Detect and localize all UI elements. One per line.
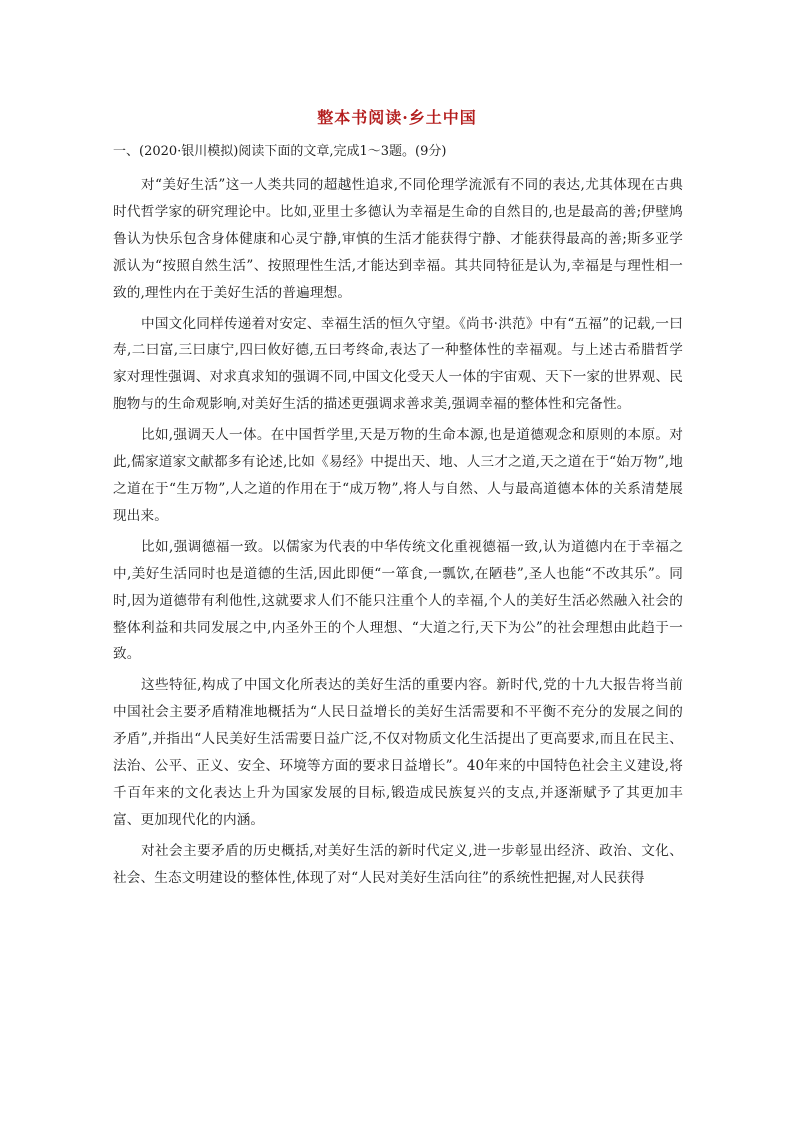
question-header: 一、(2020·银川模拟)阅读下面的文章,完成1～3题。(9分) [113, 144, 447, 159]
article-paragraph: 这些特征,构成了中国文化所表达的美好生活的重要内容。新时代,党的十九大报告将当前中国社会主要矛盾精准地概括为“人民日益增长的美好生活需要和不平衡不充分的发展之间的矛盾”,并指出“人民美好生活需要日益广泛,不仅对物质文化生活提出了更高要求,而且在民主、法治、公平、正义、安全、环境等方面的要求日益增长”。40年来的中国特色社会主义建设,将千百年来的文化表达上升为国家发展的目标,锻造成民族复兴的支点,并逐渐赋予了其更加丰富、更加现代化的内涵。 [113, 677, 683, 828]
article-paragraph: 对“美好生活”这一人类共同的超越性追求,不同伦理学流派有不同的表达,尤其体现在古典时代哲学家的研究理论中。比如,亚里士多德认为幸福是生命的自然目的,也是最高的善;伊壁鸠鲁认为快乐包含身体健康和心灵宁静,审慎的生活才能获得宁静、才能获得最高的善;斯多亚学派认为“按照自然生活”、按照理性生活,才能达到幸福。其共同特征是认为,幸福是与理性相一致的,理性内在于美好生活的普遍理想。 [113, 177, 683, 301]
article-body [113, 172, 683, 896]
document-title: 整本书阅读·乡土中国 [317, 108, 477, 127]
article-paragraph: 比如,强调天人一体。在中国哲学里,天是万物的生命本源,也是道德观念和原则的本原。对此,儒家道家文献都多有论述,比如《易经》中提出天、地、人三才之道,天之道在于“始万物”,地之道在于“生万物”,人之道的作用在于“成万物”,将人与自然、人与最高道德本体的关系清楚展现出来。 [113, 427, 683, 524]
article-paragraph: 比如,强调德福一致。以儒家为代表的中华传统文化重视德福一致,认为道德内在于幸福之中,美好生活同时也是道德的生活,因此即便“一箪食,一瓢饮,在陋巷”,圣人也能“不改其乐”。同时,因为道德带有利他性,这就要求人们不能只注重个人的幸福,个人的美好生活必然融入社会的整体利益和共同发展之中,内圣外王的个人理想、“大道之行,天下为公”的社会理想由此趋于一致。 [113, 538, 683, 663]
article-paragraph: 对社会主要矛盾的历史概括,对美好生活的新时代定义,进一步彰显出经济、政治、文化、社会、生态文明建设的整体性,体现了对“人民对美好生活向往”的系统性把握,对人民获得 [113, 842, 683, 886]
article-paragraph: 中国文化同样传递着对安定、幸福生活的恒久守望。《尚书·洪范》中有“五福”的记载,一曰寿,二曰富,三曰康宁,四曰攸好德,五曰考终命,表达了一种整体性的幸福观。与上述古希腊哲学家对理性强调、对求真求知的强调不同,中国文化受天人一体的宇宙观、天下一家的世界观、民胞物与的生命观影响,对美好生活的描述更强调求善求美,强调幸福的整体性和完备性。 [113, 315, 683, 413]
